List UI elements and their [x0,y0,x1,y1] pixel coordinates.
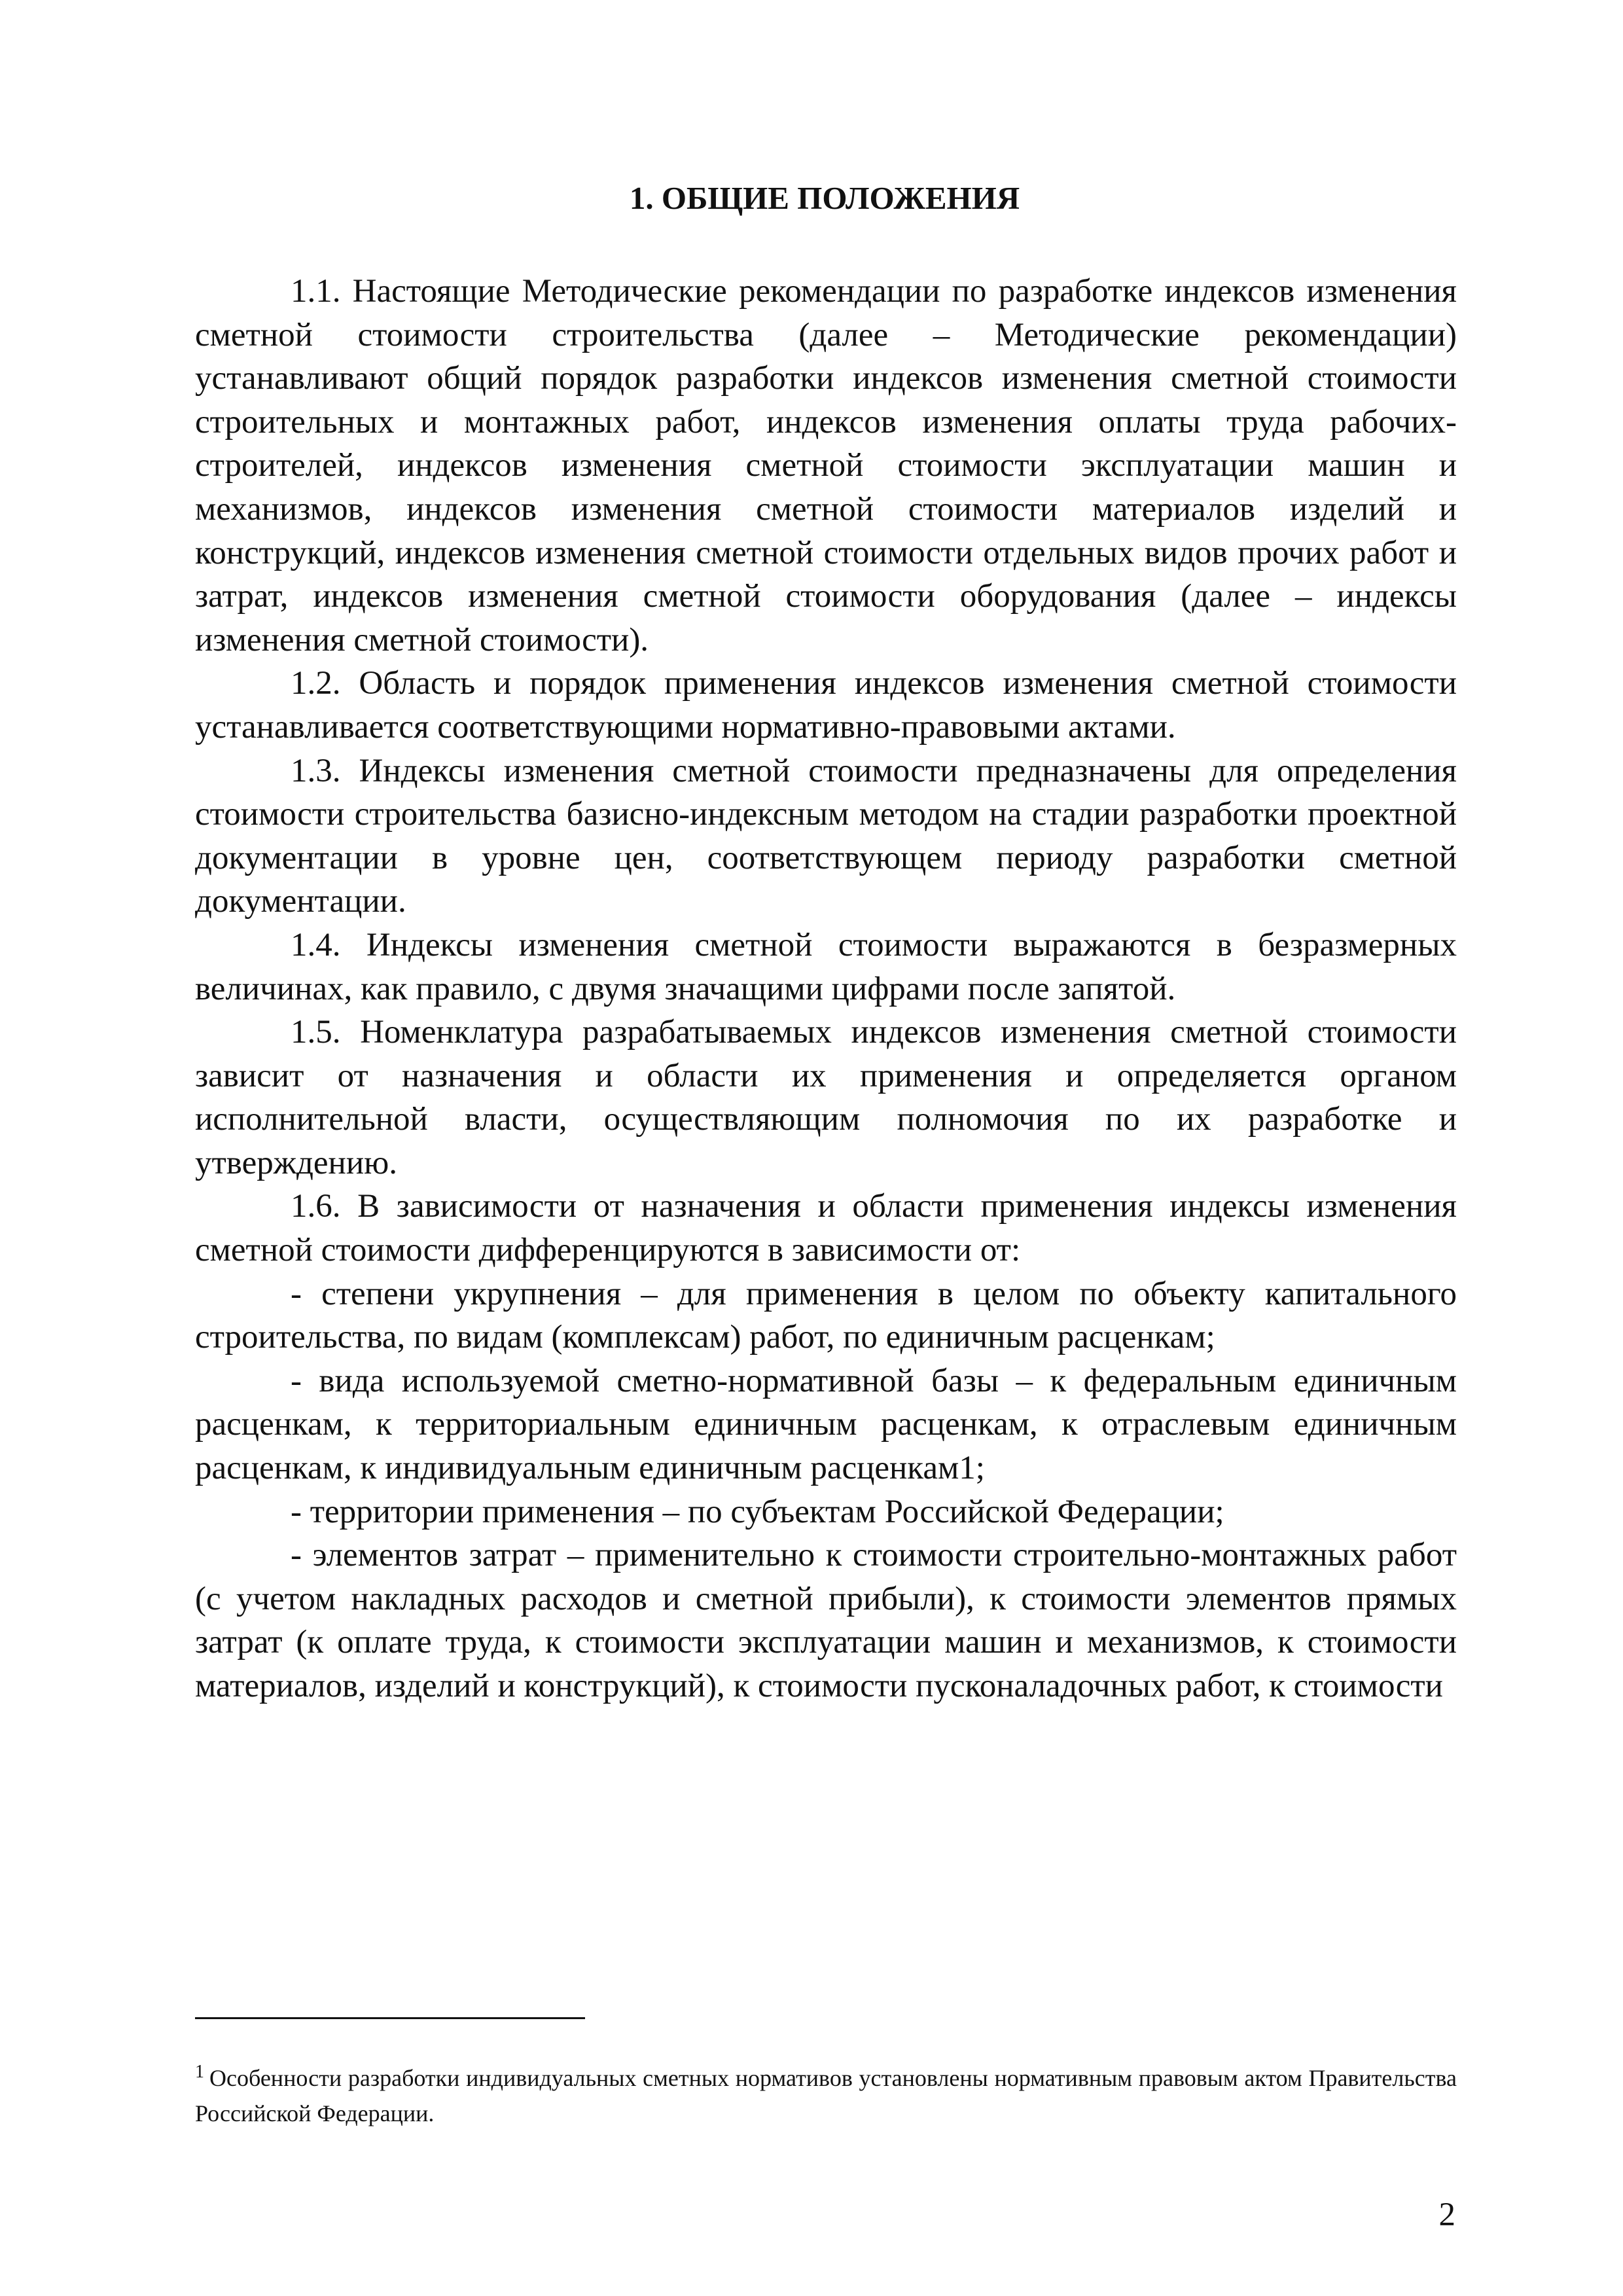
section-title: 1. ОБЩИЕ ПОЛОЖЕНИЯ [629,180,1020,216]
list-item-cost-elements: - элементов затрат – применительно к стоимости строительно-монтажных работ (с учетом накладных расходов и сметной прибыли), к стоимости элементов прямых затрат (к оплате труда, к стоимости эксплуатации машин и механизмов, к стоимости материалов, изделий и конструкций), к стоимости пусконаладочных работ, к стоимости [195,1537,1457,1704]
list-item-territory: - территории применения – по субъектам Российской Федерации; [291,1493,1224,1530]
page-number: 2 [1438,2197,1455,2233]
paragraph-1-5: 1.5. Номенклатура разрабатываемых индексов изменения сметной стоимости зависит от назначения и области их применения и определяется органом исполнительной власти, осуществляющим полномочия по их разработке и утверждению. [195,1014,1457,1181]
paragraph-1-6: 1.6. В зависимости от назначения и области применения индексы изменения сметной стоимости дифференцируются в зависимости от: [195,1188,1457,1269]
footnote-divider [195,2017,585,2019]
paragraph-1-2: 1.2. Область и порядок применения индексов изменения сметной стоимости устанавливается соответствующими нормативно-правовыми актами. [195,665,1457,745]
list-item-consolidation: - степени укрупнения – для применения в целом по объекту капитального строительства, по видам (комплексам) работ, по единичным расценкам; [195,1275,1457,1356]
footnote [195,2060,1457,2131]
body-text [195,270,1457,1708]
list-item-normative-base: - вида используемой сметно-нормативной базы – к федеральным единичным расценкам, к территориальным единичным расценкам, к отраслевым единичным расценкам, к индивидуальным единичным расценкам1; [195,1362,1457,1487]
paragraph-1-3: 1.3. Индексы изменения сметной стоимости предназначены для определения стоимости строительства базисно-индексным методом на стадии разработки проектной документации в уровне цен, соответствующем периоду разработки сметной документации. [195,752,1457,920]
footnote-text: Особенности разработки индивидуальных сметных нормативов установлены нормативным правовым актом Правительства Российской Федерации. [195,2065,1457,2126]
paragraph-1-1: 1.1. Настоящие Методические рекомендации по разработке индексов изменения сметной стоимости строительства (далее – Методические рекомендации) устанавливают общий порядок разработки индексов изменения сметной стоимости строительных и монтажных работ, индексов изменения оплаты труда рабочих-строителей, индексов изменения сметной стоимости эксплуатации машин и механизмов, индексов изменения сметной стоимости материалов изделий и конструкций, индексов изменения сметной стоимости отдельных видов прочих работ и затрат, индексов изменения сметной стоимости оборудования (далее – индексы изменения сметной стоимости). [195,273,1457,658]
paragraph-1-4: 1.4. Индексы изменения сметной стоимости выражаются в безразмерных величинах, как правило, с двумя значащими цифрами после запятой. [195,926,1457,1007]
footnote-marker: 1 [195,2062,204,2082]
